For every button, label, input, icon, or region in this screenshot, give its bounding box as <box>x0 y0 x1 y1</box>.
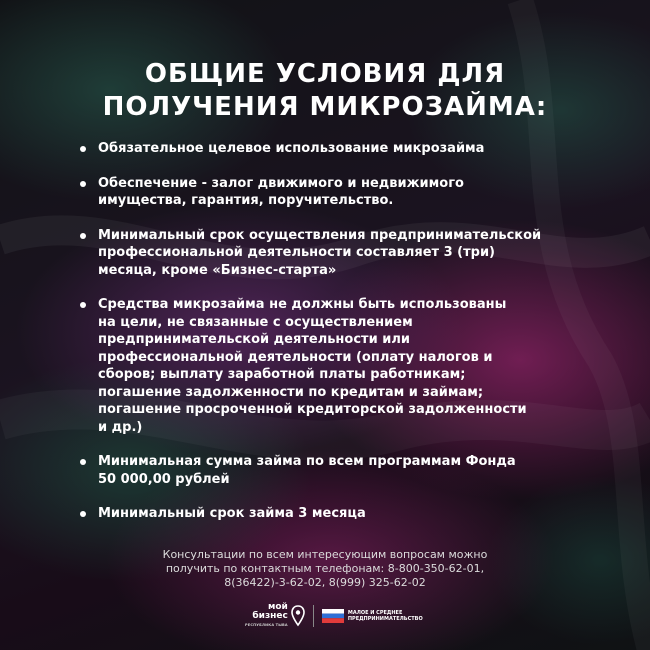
bullet-line: погашение просроченной кредиторской задолженности <box>98 402 527 417</box>
title-line-2: ПОЛУЧЕНИЯ МИКРОЗАЙМА: <box>102 92 548 122</box>
list-item <box>80 227 610 280</box>
logo-divider <box>313 605 314 627</box>
logo-text: мой <box>267 601 288 612</box>
list-item <box>80 296 610 436</box>
bullet-line: профессиональной деятельности (оплату налогов и <box>98 349 493 365</box>
logo-text: МАЛОЕ И СРЕДНЕЕ <box>347 610 403 616</box>
page-title <box>40 58 610 124</box>
bullet-line: и др.) <box>98 419 143 435</box>
bullet-line: Обязательное целевое использование микрозайма <box>98 141 485 156</box>
bullet-line: профессиональной деятельности составляет 3 (три) <box>98 245 496 260</box>
consultation-text <box>100 548 550 590</box>
bullet-line: погашение задолженности по кредитам и займам; <box>98 384 484 400</box>
consult-line-2: получить по контактным телефонам: 8-800-350-62-01, <box>165 562 485 575</box>
list-item <box>80 175 610 210</box>
bullet-line: Минимальный срок займа 3 месяца <box>98 506 366 521</box>
list-item <box>80 505 610 523</box>
list-item <box>80 140 610 158</box>
bullet-line: имущества, гарантия, поручительство. <box>98 193 394 208</box>
list-item <box>80 453 610 488</box>
bullet-line: 50 000,00 рублей <box>98 471 230 487</box>
consult-line-3: 8(36422)-3-62-02, 8(999) 325-62-02 <box>224 576 426 589</box>
footer-logos <box>245 601 428 631</box>
logo-subtext: РЕСПУБЛИКА ТЫВА <box>245 622 288 627</box>
logo-text: ПРЕДПРИНИМАТЕЛЬСТВО <box>347 616 423 622</box>
moy-biznes-logo <box>245 603 305 630</box>
conditions-list <box>80 140 610 540</box>
bullet-line: Минимальная сумма займа по всем программам Фонда <box>98 454 516 469</box>
bullet-line: Средства микрозайма не должны быть использованы <box>98 297 507 312</box>
bullet-line: сборов; выплату заработной платы работникам; <box>98 367 466 382</box>
location-pin-icon <box>291 605 305 627</box>
msp-flag-icon <box>322 609 344 623</box>
title-line-1: ОБЩИЕ УСЛОВИЯ ДЛЯ <box>144 59 506 89</box>
bullet-line: Обеспечение - залог движимого и недвижимого <box>98 175 464 191</box>
logo-text: бизнес <box>252 610 288 621</box>
msp-logo <box>322 609 428 623</box>
bullet-line: месяца, кроме «Бизнес-старта» <box>98 262 337 278</box>
bullet-line: на цели, не связанные с осуществлением <box>98 314 413 330</box>
bullet-line: предпринимательской деятельности или <box>98 332 410 347</box>
consult-line-1: Консультации по всем интересующим вопросам можно <box>162 548 488 561</box>
bullet-line: Минимальный срок осуществления предпринимательской <box>98 227 542 243</box>
